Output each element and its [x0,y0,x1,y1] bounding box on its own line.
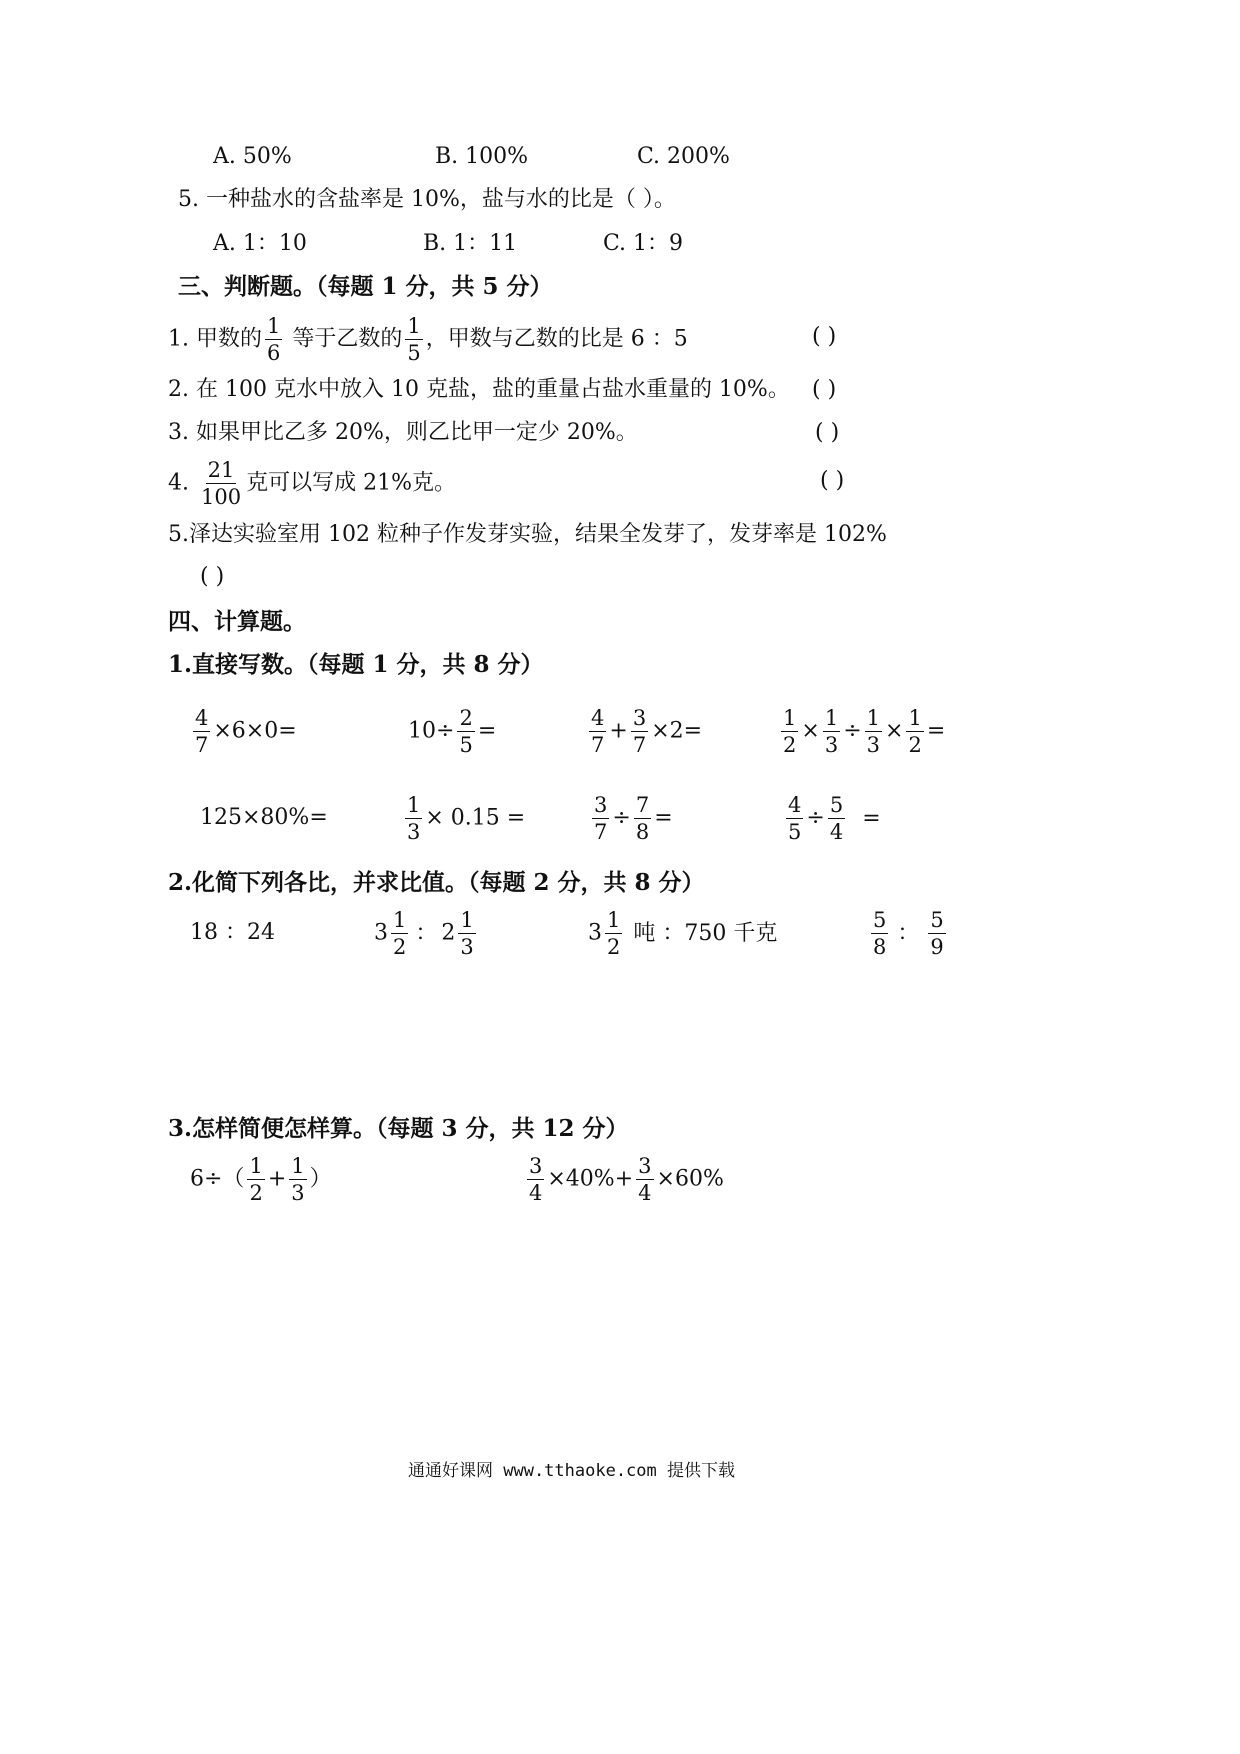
q5-option-a: A. 1：10 [213,231,307,256]
fraction: $\frac{1}{6}$ [266,314,281,365]
calc-8: $\frac{4}{5}$ ÷ $\frac{5}{4}$ = [788,793,881,844]
sub3-title: 3.怎样简便怎样算。（每题 3 分，共 12 分） [168,1115,629,1142]
judge-item-5: 5.泽达实验室用 102 粒种子作发芽实验，结果全发芽了，发芽率是 102% [168,522,887,547]
calc-4: $\frac{1}{2}$ × $\frac{1}{3}$ ÷ $\frac{1}{3}$ × $\frac{1}{2}$ = [783,706,946,757]
judge4-post: 克可以写成 21%克。 [246,470,456,496]
section3-title: 三、判断题。（每题 1 分，共 5 分） [178,273,553,300]
fraction: $\frac{3}{7}$ [632,706,647,757]
answer-blank-3[interactable]: ( ) [815,420,840,445]
calc-6: $\frac{1}{3}$ × 0.15 = [407,793,526,844]
fraction: $\frac{2}{5}$ [459,706,473,757]
fraction: $\frac{3}{4}$ [529,1154,543,1205]
calc-5: 125×80%= [200,805,328,830]
fraction: $\frac{3}{7}$ [594,793,608,844]
judge-item-2: 2. 在 100 克水中放入 10 克盐，盐的重量占盐水重量的 10%。 [168,377,790,402]
judge4-pre: 4. [168,470,189,496]
fraction: $\frac{1}{5}$ [407,314,421,365]
q4-option-b: B. 100% [435,144,529,169]
section4-title: 四、计算题。 [168,608,306,635]
sub2-title: 2.化简下列各比，并求比值。（每题 2 分，共 8 分） [168,869,705,896]
fraction: $\frac{1}{3}$ [291,1154,305,1205]
calc-2: 10÷ $\frac{2}{5}$ = [408,706,497,757]
ratio-4: $\frac{5}{8}$ ： $\frac{5}{9}$ [873,908,944,959]
answer-blank-2[interactable]: ( ) [812,377,837,402]
ratio-1: 18 ：24 [190,920,275,945]
fraction: $\frac{1}{3}$ [460,908,474,959]
judge-item-3: 3. 如果甲比乙多 20%，则乙比甲一定少 20%。 [168,420,638,445]
judge-item-1 [168,314,688,365]
answer-blank-4[interactable]: ( ) [820,468,845,493]
fraction: $\frac{4}{7}$ [195,706,209,757]
fraction: $\frac{5}{8}$ [873,908,887,959]
fraction: $\frac{4}{7}$ [591,706,605,757]
fraction: $\frac{21}{100}$ [201,458,242,509]
answer-blank-5[interactable]: ( ) [200,564,225,589]
fraction: $\frac{1}{2}$ [607,908,621,959]
q5-option-c: C. 1：9 [603,231,684,256]
fraction: $\frac{1}{2}$ [393,908,407,959]
fraction: $\frac{1}{2}$ [249,1154,263,1205]
calc-1: $\frac{4}{7}$ ×6×0= [195,706,297,757]
fraction: $\frac{1}{3}$ [407,793,421,844]
fraction: $\frac{7}{8}$ [635,793,650,844]
fraction: $\frac{1}{3}$ [866,706,880,757]
q4-option-a: A. 50% [213,144,292,169]
fraction: $\frac{5}{9}$ [930,908,944,959]
fraction: $\frac{3}{4}$ [638,1154,652,1205]
page-footer: 通通好课网 www.tthaoke.com 提供下载 [408,1461,735,1481]
judge1-post: ，甲数与乙数的比是 6 ：5 [425,326,688,352]
fraction: $\frac{1}{2}$ [908,706,922,757]
ratio-3: 3 $\frac{1}{2}$ 吨 ：750 千克 [588,908,778,959]
simplify-1: 6÷（ $\frac{1}{2}$ + $\frac{1}{3}$ ） [190,1154,332,1205]
fraction: $\frac{1}{2}$ [783,706,797,757]
fraction: $\frac{1}{3}$ [824,706,839,757]
judge1-pre: 1. 甲数的 [168,326,262,352]
calc-7: $\frac{3}{7}$ ÷ $\frac{7}{8}$ = [594,793,673,844]
q5-stem: 5. 一种盐水的含盐率是 10%，盐与水的比是（ ）。 [178,187,676,212]
calc-3: $\frac{4}{7}$ + $\frac{3}{7}$ ×2= [591,706,703,757]
q4-option-c: C. 200% [637,144,730,169]
judge1-mid: 等于乙数的 [285,326,403,352]
sub1-title: 1.直接写数。（每题 1 分，共 8 分） [168,651,544,678]
judge-item-4 [168,458,456,509]
fraction: $\frac{4}{5}$ [788,793,802,844]
simplify-2: $\frac{3}{4}$ ×40%+ $\frac{3}{4}$ ×60% [529,1154,724,1205]
answer-blank-1[interactable]: ( ) [812,324,837,349]
fraction: $\frac{5}{4}$ [829,793,844,844]
ratio-2: 3 $\frac{1}{2}$ ： 2 $\frac{1}{3}$ [374,908,474,959]
q5-option-b: B. 1：11 [423,231,518,256]
